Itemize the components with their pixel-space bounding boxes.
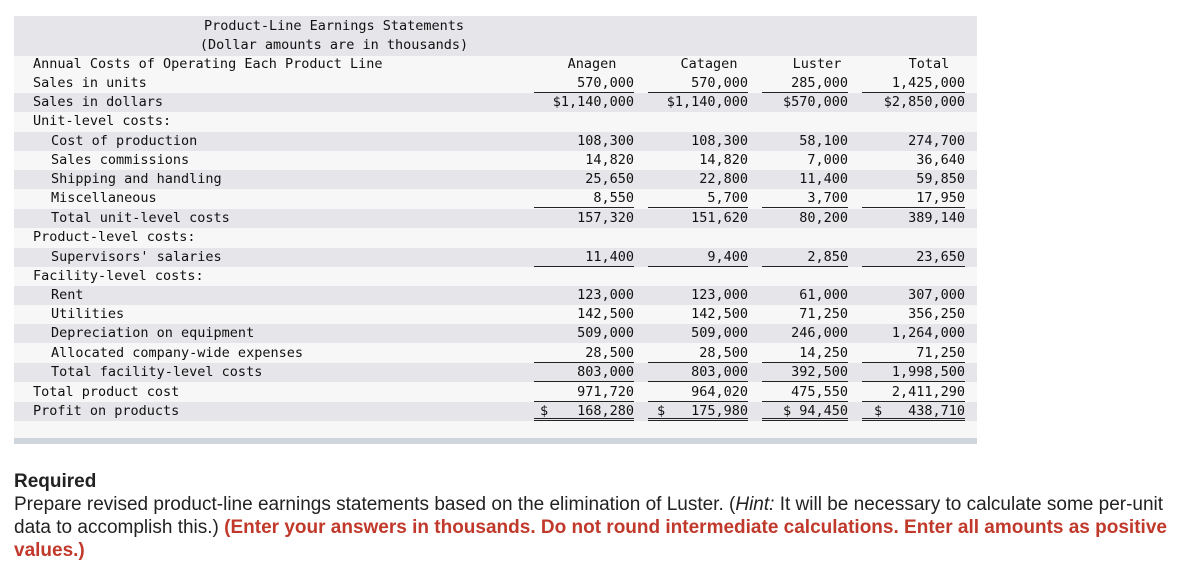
row-facility-level-heading [14, 267, 977, 286]
row-utilities [14, 305, 977, 324]
header-label: Annual Costs of Operating Each Product Line [33, 56, 383, 72]
cell-anagen: 8,550 [534, 189, 634, 208]
statement-subtitle: (Dollar amounts are in thousands) [199, 37, 469, 53]
cell-luster: 3,700 [762, 189, 848, 208]
cell-total: 36,640 [916, 152, 965, 168]
row-miscellaneous [14, 189, 977, 208]
cell-luster: 61,000 [799, 287, 848, 303]
cell-luster: 14,250 [762, 344, 848, 363]
row-label: Total product cost [33, 384, 180, 400]
cell-total: 438,710 [862, 402, 965, 421]
cell-total: 389,140 [908, 210, 965, 226]
cell-anagen: 570,000 [534, 74, 634, 93]
row-allocated-expenses [14, 344, 977, 363]
cell-anagen: 971,720 [534, 383, 634, 402]
row-label: Profit on products [33, 403, 180, 419]
cell-catagen: 175,980 [648, 402, 748, 421]
cell-luster: 246,000 [791, 325, 848, 341]
row-unit-level-heading [14, 112, 977, 131]
cell-luster: 11,400 [799, 171, 848, 187]
cell-anagen: $1,140,000 [552, 94, 634, 110]
cell-catagen: 123,000 [691, 287, 748, 303]
instruction-text-2: It will be necessary to calculate some per-unit data to accomplish this.) [14, 494, 1164, 538]
cell-catagen: 108,300 [691, 133, 748, 149]
row-cost-of-production [14, 132, 977, 151]
cell-total: 307,000 [908, 287, 965, 303]
row-label: Sales in units [33, 75, 147, 91]
cell-luster: $570,000 [782, 94, 848, 110]
cell-catagen: 22,800 [699, 171, 748, 187]
cell-anagen: 157,320 [577, 210, 634, 226]
cell-luster: 285,000 [762, 74, 848, 93]
row-sales-commissions [14, 151, 977, 170]
required-heading: Required [14, 471, 97, 492]
row-label: Shipping and handling [51, 171, 222, 187]
cell-total: 17,950 [862, 189, 965, 208]
cell-anagen: 14,820 [585, 152, 634, 168]
cell-catagen: 9,400 [648, 248, 748, 267]
cell-anagen: 123,000 [577, 287, 634, 303]
earnings-statement-table [14, 16, 977, 444]
row-label: Cost of production [51, 133, 198, 149]
cell-luster: 80,200 [799, 210, 848, 226]
cell-total: 2,411,290 [862, 383, 965, 402]
cell-anagen: 108,300 [577, 133, 634, 149]
dollar-sign: $ [874, 403, 883, 419]
cell-anagen: 11,400 [534, 248, 634, 267]
cell-catagen: $1,140,000 [666, 94, 748, 110]
cell-catagen: 570,000 [648, 74, 748, 93]
cell-total: 1,998,500 [862, 363, 965, 382]
dollar-sign: $ [540, 403, 549, 419]
row-sales-dollars [14, 93, 977, 112]
cell-catagen: 14,820 [699, 152, 748, 168]
statement-title: Product-Line Earnings Statements [203, 18, 465, 34]
cell-catagen: 509,000 [691, 325, 748, 341]
cell-total: 23,650 [862, 248, 965, 267]
row-rent [14, 286, 977, 305]
row-label: Total unit-level costs [51, 210, 230, 226]
cell-total: 274,700 [908, 133, 965, 149]
row-profit [14, 402, 977, 421]
required-section [14, 470, 1179, 562]
cell-anagen: 509,000 [577, 325, 634, 341]
cell-luster: 7,000 [807, 152, 848, 168]
cell-total: 356,250 [908, 306, 965, 322]
cell-anagen: 142,500 [577, 306, 634, 322]
row-total-unit-level [14, 209, 977, 228]
cell-total: $2,850,000 [883, 94, 965, 110]
row-product-level-heading [14, 228, 977, 247]
cell-luster: 58,100 [799, 133, 848, 149]
cell-anagen: 803,000 [534, 363, 634, 382]
row-depreciation [14, 324, 977, 343]
cell-total: 59,850 [916, 171, 965, 187]
col-header-anagen: Anagen [567, 56, 617, 72]
required-instructions [14, 493, 1179, 562]
col-header-luster: Luster [792, 56, 842, 72]
col-header-catagen: Catagen [680, 56, 738, 72]
section-heading: Facility-level costs: [33, 268, 204, 284]
cell-catagen: 151,620 [691, 210, 748, 226]
cell-luster: 2,850 [762, 248, 848, 267]
dollar-sign: $ [657, 403, 666, 419]
hint-label: Hint: [735, 494, 775, 515]
instruction-emphasis: (Enter your answers in thousands. Do not round intermediate calculations. Enter all amounts as positive values.) [14, 517, 1167, 561]
row-total-product-cost [14, 383, 977, 402]
cell-catagen: 142,500 [691, 306, 748, 322]
instruction-text: Prepare revised product-line earnings statements based on the elimination of Luster. ( [14, 494, 736, 515]
col-header-total: Total [908, 56, 950, 72]
cell-luster: $ 94,450 [762, 402, 848, 421]
row-total-facility-level [14, 363, 977, 382]
section-heading: Unit-level costs: [33, 113, 172, 129]
row-label: Sales in dollars [33, 94, 164, 110]
row-supervisors-salaries [14, 248, 977, 267]
cell-anagen: 28,500 [534, 344, 634, 363]
cell-total: 1,425,000 [862, 74, 965, 93]
row-label: Supervisors' salaries [51, 249, 222, 265]
row-shipping-handling [14, 170, 977, 189]
cell-luster: 71,250 [799, 306, 848, 322]
section-heading: Product-level costs: [33, 229, 196, 245]
row-label: Depreciation on equipment [51, 325, 255, 341]
cell-luster: 475,550 [762, 383, 848, 402]
cell-total: 71,250 [862, 344, 965, 363]
row-label: Miscellaneous [51, 190, 157, 206]
row-label: Utilities [51, 306, 125, 322]
cell-catagen: 964,020 [648, 383, 748, 402]
cell-catagen: 5,700 [648, 189, 748, 208]
row-sales-units [14, 74, 977, 93]
cell-luster: 392,500 [762, 363, 848, 382]
row-label: Allocated company-wide expenses [51, 345, 303, 361]
row-label: Total facility-level costs [51, 364, 263, 380]
cell-anagen: 168,280 [534, 402, 634, 421]
cell-total: 1,264,000 [891, 325, 965, 341]
cell-catagen: 28,500 [648, 344, 748, 363]
cell-anagen: 25,650 [585, 171, 634, 187]
column-header-row [14, 55, 977, 74]
row-label: Rent [51, 287, 84, 303]
row-label: Sales commissions [51, 152, 190, 168]
cell-catagen: 803,000 [648, 363, 748, 382]
